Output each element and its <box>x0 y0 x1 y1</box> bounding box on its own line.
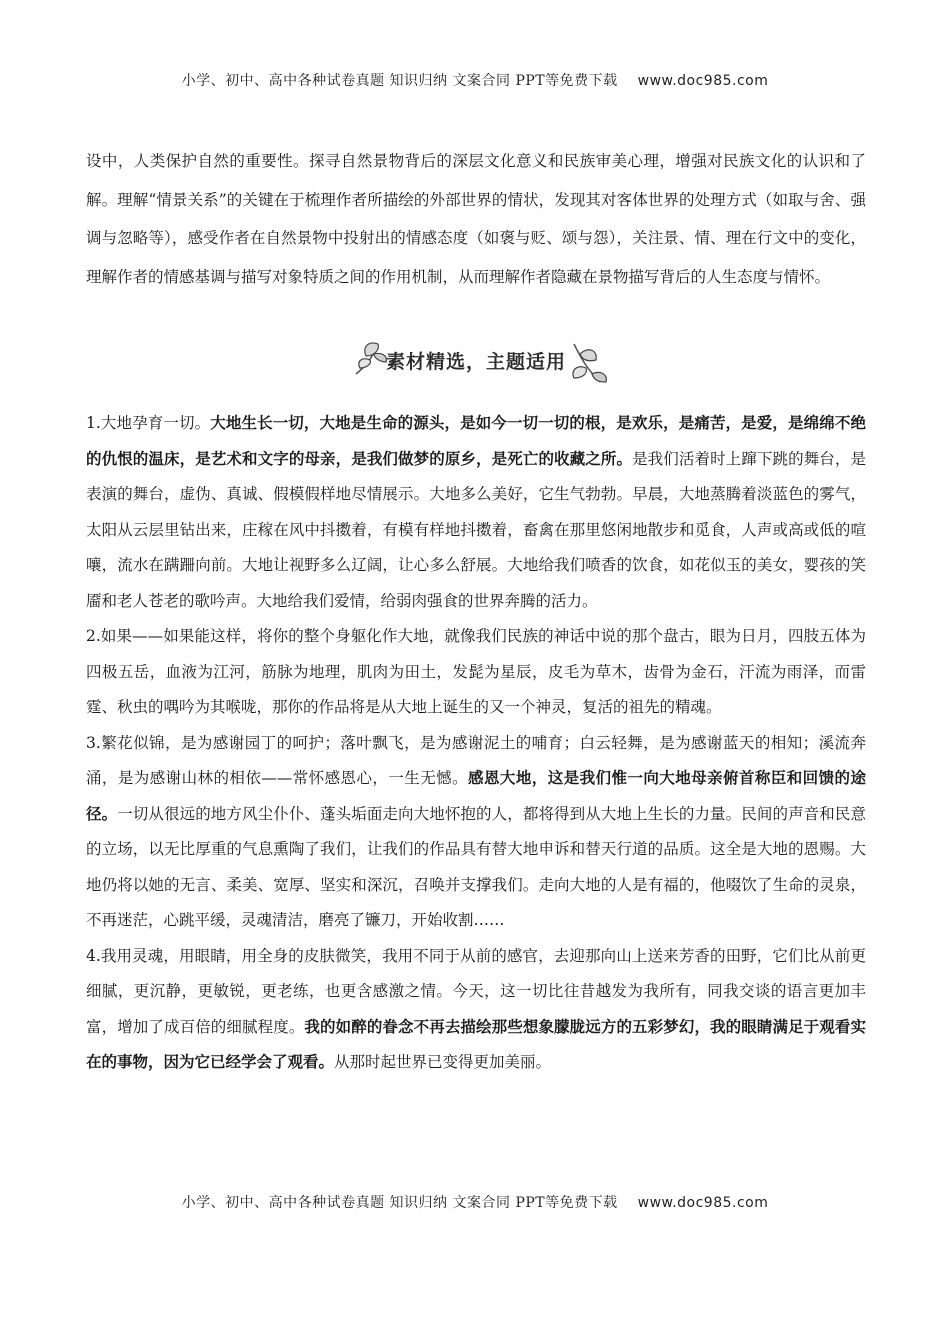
section-banner <box>350 330 610 390</box>
material-item <box>86 726 866 939</box>
item-text-tail: 从那时起世界已变得更加美丽。 <box>334 1053 552 1071</box>
page-footer <box>0 1192 950 1212</box>
item-text: 2.如果——如果能这样，将你的整个身躯化作大地，就像我们民族的神话中说的那个盘古，眼为日月，四肢五体为四极五岳，血液为江河，筋脉为地理，肌肉为田土，发髭为星辰，皮毛为草木，齿骨为金石，汗流为雨泽，而雷霆、秋虫的喁吟为其喉咙，那你的作品将是从大地上诞生的又一个神灵，复活的祖先的精魂。 <box>86 627 866 716</box>
item-text: 4.我用灵魂，用眼睛，用全身的皮肤微笑，我用不同于从前的感官，去迎那向山上送来芳香的田野，它们比从前更细腻，更沉静，更敏锐，更老练，也更含感激之情。今天，这一切比往昔越发为我所有，同我交谈的语言更加丰富，增加了成百倍的细腻程度。 <box>86 946 866 1036</box>
header-url[interactable]: www.doc985.com <box>637 73 769 89</box>
intro-paragraph: 设中，人类保护自然的重要性。探寻自然景物背后的深层文化意义和民族审美心理，增强对民族文化的认识和了解。理解“情景关系”的关键在于梳理作者所描绘的外部世界的情状，发现其对客体世界的处理方式（如取与舍、强调与忽略等），感受作者在自然景物中投射出的情感态度（如褒与贬、颂与怨），关注景、情、理在行文中的变化，理解作者的情感基调与描写对象特质之间的作用机制，从而理解作者隐藏在景物描写背后的人生态度与情怀。 <box>86 152 866 286</box>
footer-url[interactable]: www.doc985.com <box>637 1195 769 1211</box>
item-text: 3.繁花似锦，是为感谢园丁的呵护；落叶飘飞，是为感谢泥土的哺育；白云轻舞，是为感谢蓝天的相知；溪流奔涌，是为感谢山林的相依——常怀感恩心，一生无憾。 <box>86 733 866 787</box>
material-item <box>86 939 866 1081</box>
item-text: 1.大地孕育一切。 <box>86 414 211 432</box>
material-item <box>86 619 866 726</box>
item-text-tail: 是我们活着时上蹿下跳的舞台，是表演的舞台，虚伪、真诚、假模假样地尽情展示。大地多么美好，它生气勃勃。早晨，大地蒸腾着淡蓝色的雾气，太阳从云层里钻出来，庄稼在风中抖擞着，有模有样地抖擞着，畜禽在那里悠闲地散步和觅食，人声或高或低的喧嚷，流水在蹒跚向前。大地让视野多么辽阔，让心多么舒展。大地给我们喷香的饮食，如花似玉的美女，婴孩的笑靥和老人苍老的歌吟声。大地给我们爱情，给弱肉强食的世界奔腾的活力。 <box>86 449 866 610</box>
banner-title: 素材精选，主题适用 <box>386 351 567 373</box>
item-text-tail: 一切从很远的地方风尘仆仆、蓬头垢面走向大地怀抱的人，都将得到从大地上生长的力量。民间的声音和民意的立场，以无比厚重的气息熏陶了我们，让我们的作品具有替大地申诉和替天行道的品质。这全是大地的恩赐。大地仍将以她的无言、柔美、宽厚、坚实和深沉，召唤并支撑我们。走向大地的人是有福的，他啜饮了生命的灵泉，不再迷茫，心跳平缓，灵魂清洁，磨亮了镰刀，开始收割…… <box>86 804 866 929</box>
item-emphasis: 大地生长一切，大地是生命的源头，是如今一切一切的根，是欢乐，是痛苦，是爱，是绵绵不绝的仇恨的温床，是艺术和文字的母亲，是我们做梦的原乡，是死亡的收藏之所。 <box>86 414 866 468</box>
item-emphasis: 感恩大地，这是我们惟一向大地母亲俯首称臣和回馈的途径。 <box>86 769 866 823</box>
leaf-sprig-icon <box>566 340 610 386</box>
footer-text: 小学、初中、高中各种试卷真题 知识归纳 文案合同 PPT等免费下载 <box>181 1195 618 1211</box>
page-header <box>0 70 950 90</box>
material-item <box>86 406 866 619</box>
header-text: 小学、初中、高中各种试卷真题 知识归纳 文案合同 PPT等免费下载 <box>181 73 618 89</box>
material-list <box>86 406 866 1081</box>
item-emphasis: 我的如醉的眷念不再去描绘那些想象朦胧远方的五彩梦幻，我的眼睛满足于观看实在的事物，因为它已经学会了观看。 <box>86 1017 866 1071</box>
